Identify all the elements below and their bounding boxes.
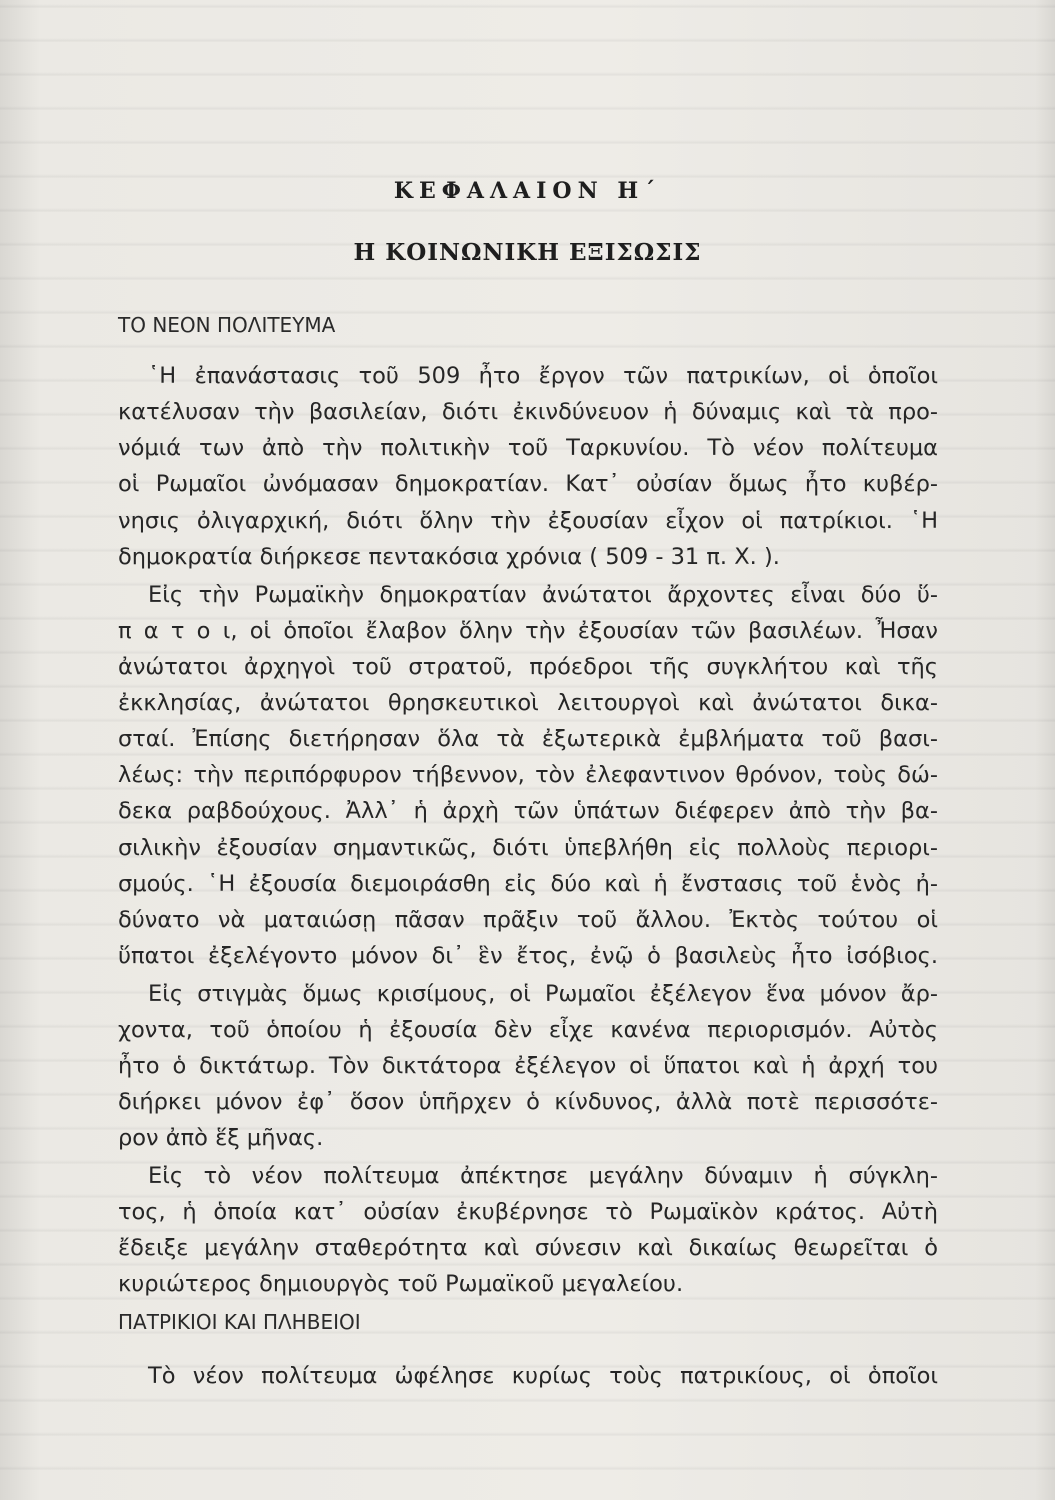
paragraph-line: ὕπατοι ἐξελέγοντο μόνον δι᾽ ἓν ἔτος, ἐνῷ ὁ βασιλεὺς ἦτο ἰσόβιος. xyxy=(118,943,938,969)
paragraph-line: κατέλυσαν τὴν βασιλείαν, διότι ἐκινδύνευον ἡ δύναμις καὶ τὰ προ- xyxy=(118,399,938,425)
paragraph-line: Τὸ νέον πολίτευμα ὠφέλησε κυρίως τοὺς πατρικίους, οἱ ὁποῖοι xyxy=(148,1363,938,1389)
section-heading: ΤΟ ΝΕΟΝ ΠΟΛΙΤΕΥΜΑ xyxy=(118,313,336,337)
paragraph-line: χοντα, τοῦ ὁποίου ἡ ἐξουσία δὲν εἶχε κανένα περιορισμόν. Αὐτὸς xyxy=(118,1017,938,1043)
paragraph-line: ἐκκλησίας, ἀνώτατοι θρησκευτικοὶ λειτουργοὶ καὶ ἀνώτατοι δικα- xyxy=(118,690,938,716)
chapter-title: Η ΚΟΙΝΩΝΙΚΗ ΕΞΙΣΩΣΙΣ xyxy=(353,239,702,266)
paragraph-line: δεκα ραβδούχους. Ἀλλ᾽ ἡ ἀρχὴ τῶν ὑπάτων διέφερεν ἀπὸ τὴν βα- xyxy=(118,798,938,824)
paragraph-line: νησις ὀλιγαρχική, διότι ὅλην τὴν ἐξουσίαν εἶχον οἱ πατρίκιοι. ῾Η xyxy=(118,508,938,534)
page-edge-shadow xyxy=(1035,0,1055,1500)
paragraph-line: λέως: τὴν περιπόρφυρον τήβεννον, τὸν ἐλεφαντινον θρόνον, τοὺς δώ- xyxy=(118,762,938,788)
paragraph-line: τος, ἡ ὁποία κατ᾽ οὐσίαν ἐκυβέρνησε τὸ Ρωμαϊκὸν κράτος. Αὐτὴ xyxy=(118,1199,938,1225)
paragraph-line: ῾Η ἐπανάστασις τοῦ 509 ἦτο ἔργον τῶν πατρικίων, οἱ ὁποῖοι xyxy=(148,363,938,389)
paragraph-line: διήρκει μόνον ἐφ᾽ ὅσον ὑπῆρχεν ὁ κίνδυνος, ἀλλὰ ποτὲ περισσότε- xyxy=(118,1089,938,1115)
paragraph-line: κυριώτερος δημιουργὸς τοῦ Ρωμαϊκοῦ μεγαλείου. xyxy=(118,1271,684,1297)
chapter-label: ΚΕΦΑΛΑΙΟΝ Η΄ xyxy=(393,178,662,204)
section-heading: ΠΑΤΡΙΚΙΟΙ ΚΑΙ ΠΛΗΒΕΙΟΙ xyxy=(118,1310,361,1334)
paragraph-line: ρον ἀπὸ ἕξ μῆνας. xyxy=(118,1125,324,1151)
paragraph-line: Εἰς τὴν Ρωμαϊκὴν δημοκρατίαν ἀνώτατοι ἄρχοντες εἶναι δύο ὕ- xyxy=(148,582,938,608)
paragraph-line: σταί. Ἐπίσης διετήρησαν ὅλα τὰ ἐξωτερικὰ ἐμβλήματα τοῦ βασι- xyxy=(118,726,938,752)
paragraph-line: σμούς. ῾Η ἐξουσία διεμοιράσθη εἰς δύο καὶ ἡ ἔνστασις τοῦ ἑνὸς ἠ- xyxy=(118,871,938,897)
paragraph-line: ἀνώτατοι ἀρχηγοὶ τοῦ στρατοῦ, πρόεδροι τῆς συγκλήτου καὶ τῆς xyxy=(118,654,938,680)
paragraph-line: οἱ Ρωμαῖοι ὠνόμασαν δημοκρατίαν. Κατ᾽ οὐσίαν ὅμως ἦτο κυβέρ- xyxy=(118,471,938,497)
paragraph-line: δύνατο νὰ ματαιώσῃ πᾶσαν πρᾶξιν τοῦ ἄλλου. Ἐκτὸς τούτου οἱ xyxy=(118,907,938,933)
paragraph-line: ἦτο ὁ δικτάτωρ. Τὸν δικτάτορα ἐξέλεγον οἱ ὕπατοι καὶ ἡ ἀρχή του xyxy=(118,1053,938,1079)
paragraph-line: νόμιά των ἀπὸ τὴν πολιτικὴν τοῦ Ταρκυνίου. Τὸ νέον πολίτευμα xyxy=(118,435,938,461)
paragraph-line: ἔδειξε μεγάλην σταθερότητα καὶ σύνεσιν καὶ δικαίως θεωρεῖται ὁ xyxy=(118,1235,938,1261)
paragraph-line: π α τ ο ι, οἱ ὁποῖοι ἔλαβον ὅλην τὴν ἐξουσίαν τῶν βασιλέων. Ἦσαν xyxy=(118,618,938,644)
paragraph-line: σιλικὴν ἐξουσίαν σημαντικῶς, διότι ὑπεβλήθη εἰς πολλοὺς περιορι- xyxy=(118,835,938,861)
paragraph-line: Εἰς τὸ νέον πολίτευμα ἀπέκτησε μεγάλην δύναμιν ἡ σύγκλη- xyxy=(148,1163,938,1189)
paragraph-line: Εἰς στιγμὰς ὅμως κρισίμους, οἱ Ρωμαῖοι ἐξέλεγον ἕνα μόνον ἄρ- xyxy=(148,981,938,1007)
paragraph-line: δημοκρατία διήρκεσε πεντακόσια χρόνια ( 509 - 31 π. Χ. ). xyxy=(118,544,780,570)
